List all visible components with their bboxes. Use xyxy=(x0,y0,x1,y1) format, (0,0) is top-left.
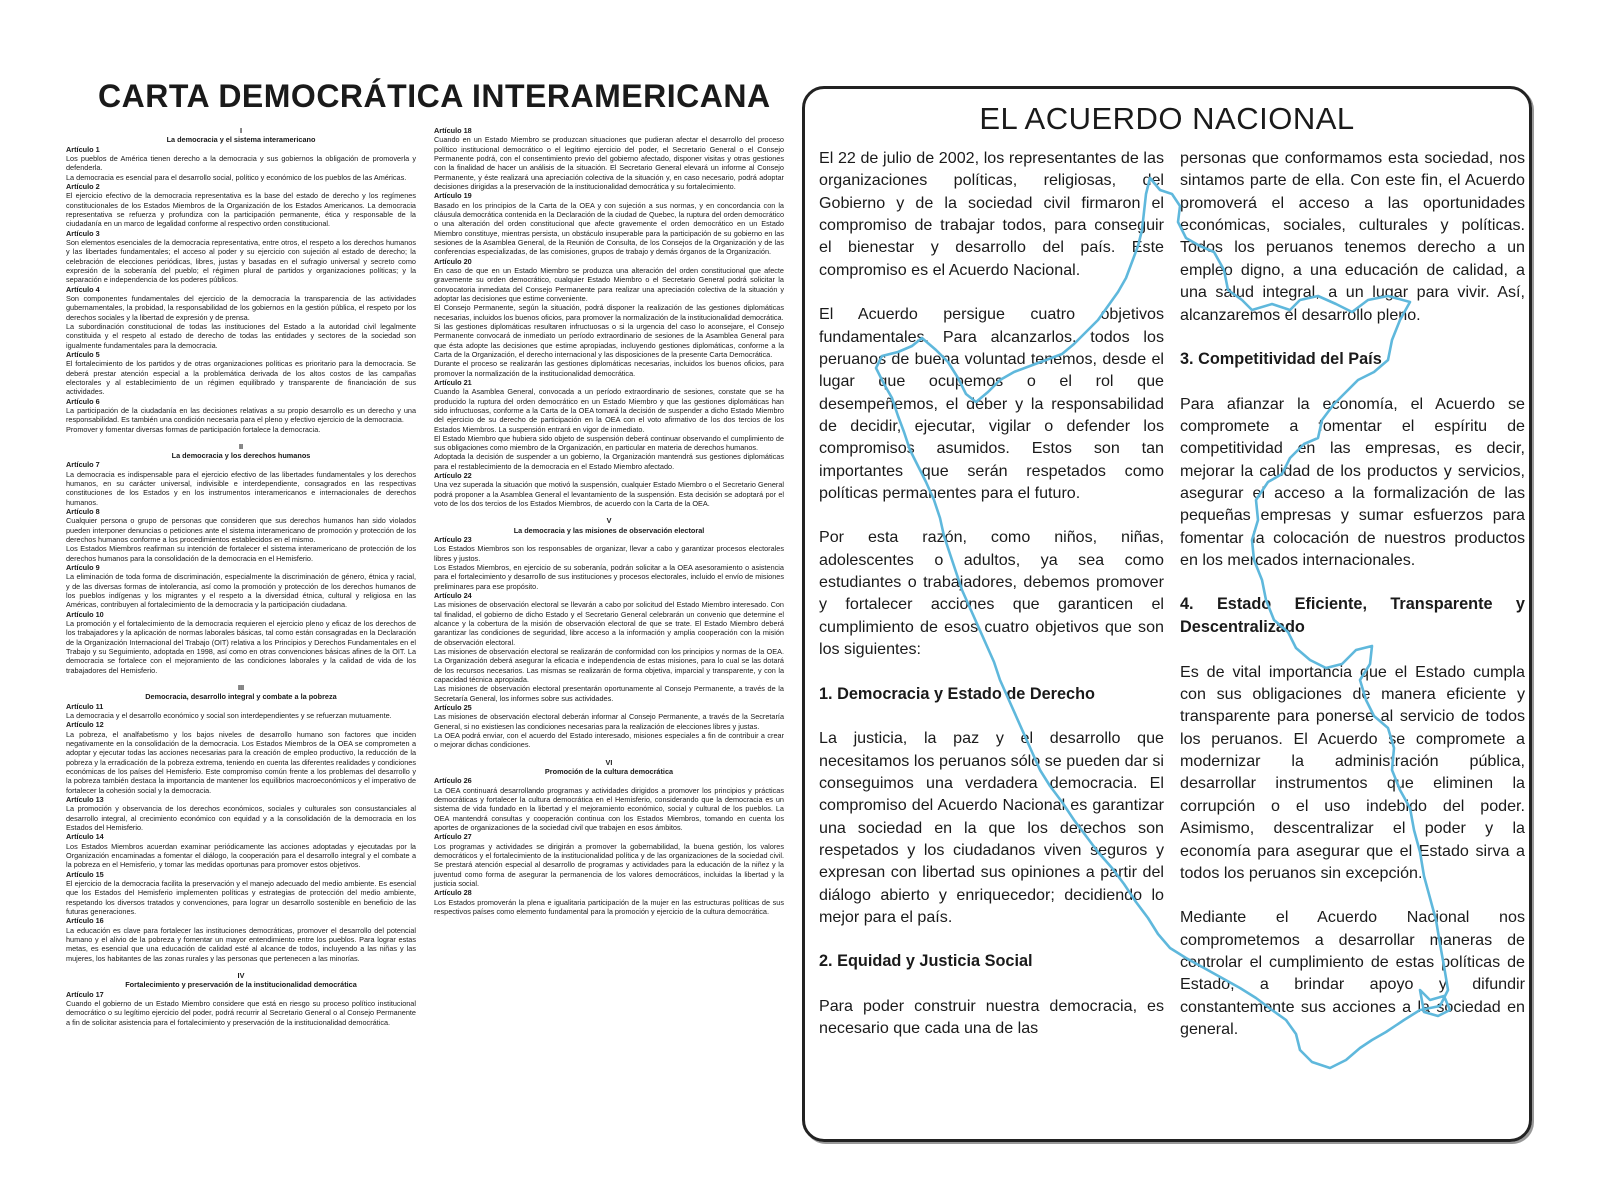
body-paragraph: El Acuerdo persigue cuatro objetivos fundamentales. Para alcanzarlos, todos los peruanos de buena voluntad tenemos, desde el lugar que ocupemos o el rol que desempeñemos, el deber y la responsabilidad de decidir, ejecutar, vigilar o defender los compromisos asumidos. Estos son tan importantes que serán respetados como políticas permanentes para el futuro. xyxy=(819,305,1164,503)
article-paragraph: Si las gestiones diplomáticas resultaren infructuosas o si la urgencia del caso lo aconsejare, el Consejo Permanente convocará de inmediato un período extraordinario de sesiones de la Asamblea General para que ésta adopte las decisiones que estime apropiadas, incluyendo gestiones diplomáticas, conforme a la Carta de la Organización, el derecho internacional y las disposiciones de la presente Carta Democrática. xyxy=(434,321,784,359)
section-number: VI xyxy=(605,757,613,767)
body-paragraph: Por esta razón, como niños, niñas, adolescentes o adultos, ya sea como estudiantes o trabajadores, debemos promover y fortalecer acciones que garanticen el cumplimiento de esos cuatro objetivos que son los siguientes: xyxy=(819,528,1164,659)
section-title: La democracia y el sistema interamericano xyxy=(166,135,316,145)
charter-title: CARTA DEMOCRÁTICA INTERAMERICANA xyxy=(98,78,771,114)
section-number: II xyxy=(238,441,244,451)
article-heading: Artículo 11 xyxy=(66,701,104,711)
article-heading: Artículo 25 xyxy=(434,703,472,713)
article-paragraph: Los programas y actividades se dirigirán a promover la gobernabilidad, la buena gestión, los valores democráticos y el fortalecimiento de la institucionalidad política y de las organizaciones de la sociedad civil. Se prestará atención especial al desarrollo de programas y actividades para la educación de la niñez y la juventud como forma de asegurar la permanencia de los valores democráticos, incluidas la libertad y la justicia social. xyxy=(434,841,784,888)
body-paragraph: La justicia, la paz y el desarrollo que necesitamos los peruanos sólo se pueden dar si conseguimos una verdadera democracia. El compromiso del Acuerdo Nacional es garantizar una sociedad en la que los derechos son respetados y los ciudadanos viven seguros y expresan con libertad sus opiniones a partir del diálogo abierto y enriquecedor; decidiendo lo mejor para el país. xyxy=(819,729,1164,927)
article-heading: Artículo 6 xyxy=(66,396,100,406)
article-paragraph: Cuando el gobierno de un Estado Miembro considere que está en riesgo su proceso político institucional democrático o su legítimo ejercicio del poder, podrá recurrir al Secretario General o al Consejo Permanente a fin de solicitar asistencia para el fortalecimiento y preservación de la institucionalidad democrática. xyxy=(66,998,416,1027)
article-heading: Artículo 26 xyxy=(434,776,472,786)
objective-heading: 4. Estado Eficiente, Transparente y Descentralizado xyxy=(1180,595,1525,637)
article-paragraph: La pobreza, el analfabetismo y los bajos niveles de desarrollo humano son factores que inciden negativamente en la consolidación de la democracia. Los Estados Miembros de la OEA se comprometen a adoptar y ejecutar todas las acciones necesarias para la creación de empleo productivo, la reducción de la pobreza y la erradicación de la pobreza extrema, teniendo en cuenta las diferentes realidades y condiciones económicas de los países del Hemisferio. Este compromiso común frente a los problemas del desarrollo y la pobreza también destaca la importancia de mantener los equilibrios macroeconómicos y el imperativo de fortalecer la cohesión social y la democracia. xyxy=(66,729,416,795)
article-paragraph: Cuando en un Estado Miembro se produzcan situaciones que pudieran afectar el desarrollo del proceso político institucional democrático o el legítimo ejercicio del poder, el Secretario General o el Consejo Permanente podrá, con el consentimiento previo del gobierno afectado, disponer visitas y otras gestiones con la finalidad de hacer un análisis de la situación. El Secretario General elevará un informe al Consejo Permanente, y éste realizará una apreciación colectiva de la situación y, en caso necesario, podrá adoptar decisiones dirigidas a la preservación de la institucionalidad democrática y su fortalecimiento. xyxy=(434,135,784,191)
body-paragraph: Es de vital importancia que el Estado cumpla con sus obligaciones de manera eficiente y transparente para ponerse al servicio de todos los peruanos. El Acuerdo se compromete a modernizar la administración pública, desarrollar instrumentos que eliminen la corrupción o el uso indebido del poder. Asimismo, descentralizar el poder y la economía para asegurar que el Estado sirva a todos los peruanos sin excepción. xyxy=(1180,662,1525,882)
article-paragraph: Los Estados Miembros acuerdan examinar periódicamente las acciones adoptadas y ejecutadas por la Organización encaminadas a fomentar el diálogo, la cooperación para el desarrollo integral y el combate a la pobreza en el Hemisferio, y tomar las medidas oportunas para promover estos objetivos. xyxy=(66,841,416,870)
article-heading: Artículo 21 xyxy=(434,377,472,387)
article-paragraph: Las misiones de observación electoral deberán informar al Consejo Permanente, a través de la Secretaría General, si no existiesen las condiciones necesarias para la realización de elecciones libres y justas. xyxy=(434,712,784,731)
article-paragraph: Adoptada la decisión de suspender a un gobierno, la Organización mantendrá sus gestiones diplomáticas para el restablecimiento de la democracia en el Estado Miembro afectado. xyxy=(434,452,784,471)
article-paragraph: El ejercicio de la democracia facilita la preservación y el manejo adecuado del medio ambiente. Es esencial que los Estados del Hemisferio implementen políticas y estrategias de protección del medio ambiente, respetando los diversos tratados y convenciones, para lograr un desarrollo sostenible en beneficio de las futuras generaciones. xyxy=(66,878,416,916)
article-paragraph: Basado en los principios de la Carta de la OEA y con sujeción a sus normas, y en concordancia con la cláusula democrática contenida en la Declaración de la ciudad de Quebec, la ruptura del orden democrático o una alteración del orden constitucional que afecte gravemente el orden democrático en un Estado Miembro constituye, mientras persista, un obstáculo insuperable para la participación de su gobierno en las sesiones de la Asamblea General, de la Reunión de Consulta, de los Consejos de la Organización y de las conferencias especializadas, de las comisiones, grupos de trabajo y demás órganos de la Organización. xyxy=(434,200,784,257)
article-heading: Artículo 27 xyxy=(434,832,472,842)
article-paragraph: Durante el proceso se realizarán las gestiones diplomáticas necesarias, incluidos los buenos oficios, para promover la normalización de la institucionalidad democrática. xyxy=(434,359,784,378)
article-paragraph: El ejercicio efectivo de la democracia representativa es la base del estado de derecho y los regímenes constitucionales de los Estados Miembros de la Organización de los Estados Americanos. La democracia representativa se refuerza y profundiza con la participación permanente, ética y responsable de la ciudadanía en un marco de legalidad conforme al respectivo orden constitucional. xyxy=(66,191,416,229)
article-heading: Artículo 23 xyxy=(434,535,472,545)
acuerdo-column-1 xyxy=(819,147,1164,1062)
article-heading: Artículo 17 xyxy=(66,989,104,999)
article-heading: Artículo 15 xyxy=(66,869,104,879)
article-paragraph: Los pueblos de América tienen derecho a la democracia y sus gobiernos la obligación de promoverla y defenderla. xyxy=(66,153,416,173)
article-paragraph: Los Estados Miembros reafirman su intención de fortalecer el sistema interamericano de protección de los derechos humanos para la consolidación de la democracia en el Hemisferio. xyxy=(66,544,416,563)
objective-heading: 2. Equidad y Justicia Social xyxy=(819,952,1033,971)
article-heading: Artículo 4 xyxy=(66,284,100,294)
article-paragraph: El fortalecimiento de los partidos y de otras organizaciones políticas es prioritario para la democracia. Se deberá prestar atención especial a la problemática derivada de los altos costos de las campañas electorales y al establecimiento de un régimen equilibrado y transparente de financiación de sus actividades. xyxy=(66,359,416,397)
article-paragraph: La eliminación de toda forma de discriminación, especialmente la discriminación de género, étnica y racial, y de las diversas formas de intolerancia, así como la promoción y protección de los derechos humanos de los pueblos indígenas y los migrantes y el respeto a la diversidad étnica, cultural y religiosa en las Américas, contribuyen al fortalecimiento de la democracia y la participación ciudadana. xyxy=(66,572,416,610)
article-paragraph: La participación de la ciudadanía en las decisiones relativas a su propio desarrollo es un derecho y una responsabilidad. Es también una condición necesaria para el pleno y efectivo ejercicio de la democracia. xyxy=(66,405,416,425)
article-paragraph: La democracia es indispensable para el ejercicio efectivo de las libertades fundamentales y los derechos humanos, en su carácter universal, indivisible e interdependiente, consagrados en las respectivas constituciones de los Estados y en los instrumentos interamericanos e internacionales de derechos humanos. xyxy=(66,469,416,507)
acuerdo-title: EL ACUERDO NACIONAL xyxy=(979,101,1355,136)
article-paragraph: Son componentes fundamentales del ejercicio de la democracia la transparencia de las actividades gubernamentales, la probidad, la responsabilidad de los gobiernos en la gestión pública, el respeto por los derechos sociales y la libertad de expresión y de prensa. xyxy=(66,293,416,322)
article-paragraph: Las misiones de observación electoral presentarán oportunamente al Consejo Permanente, a través de la Secretaría General, los informes sobre sus actividades. xyxy=(434,684,784,703)
article-heading: Artículo 24 xyxy=(434,591,472,601)
article-heading: Artículo 14 xyxy=(66,832,104,842)
article-paragraph: Cuando la Asamblea General, convocada a un período extraordinario de sesiones, constate que se ha producido la ruptura del orden democrático en un Estado Miembro y que las gestiones diplomáticas han sido infructuosas, conforme a la Carta de la OEA tomará la decisión de suspender a dicho Estado Miembro del ejercicio de su derecho de participación en la OEA con el voto afirmativo de los dos tercios de los Estados Miembros. La suspensión entrará en vigor de inmediato. xyxy=(434,387,784,434)
article-paragraph: El Consejo Permanente, según la situación, podrá disponer la realización de las gestiones diplomáticas necesarias, incluidos los buenos oficios, para promover la normalización de la institucionalidad democrática. xyxy=(434,303,784,322)
article-paragraph: Son elementos esenciales de la democracia representativa, entre otros, el respeto a los derechos humanos y las libertades fundamentales; el acceso al poder y su ejercicio con sujeción al estado de derecho; la celebración de elecciones periódicas, libres, justas y basadas en el sufragio universal y secreto como expresión de la soberanía del pueblo; el régimen plural de partidos y organizaciones políticas; y la separación e independencia de los poderes públicos. xyxy=(66,237,416,285)
section-title: Democracia, desarrollo integral y combate a la pobreza xyxy=(145,692,337,702)
article-paragraph: El Estado Miembro que hubiera sido objeto de suspensión deberá continuar observando el cumplimiento de sus obligaciones como miembro de la Organización, en particular en materia de derechos humanos. xyxy=(434,433,784,453)
article-paragraph: La educación es clave para fortalecer las instituciones democráticas, promover el desarrollo del potencial humano y el alivio de la pobreza y fomentar un mayor entendimiento entre los pueblos. Para lograr estas metas, es esencial que una educación de calidad esté al alcance de todos, incluyendo a las niñas y las mujeres, los habitantes de las zonas rurales y las personas que pertenecen a las minorías. xyxy=(66,925,416,963)
article-heading: Artículo 20 xyxy=(434,256,472,266)
body-paragraph: personas que conformamos esta sociedad, nos sintamos parte de ella. Con este fin, el Acuerdo promoverá el acceso a las oportunidades económicas, sociales, culturales y políticas. Todos los peruanos tenemos derecho a un empleo digno, a una educación de calidad, a una salud integral, a un lugar para vivir. Así, alcanzaremos el desarrollo pleno. xyxy=(1180,149,1525,324)
article-heading: Artículo 28 xyxy=(434,888,472,898)
section-title: La democracia y los derechos humanos xyxy=(171,451,311,461)
acuerdo-column-2 xyxy=(1180,147,1525,1062)
article-paragraph: Los Estados Miembros son los responsables de organizar, llevar a cabo y garantizar procesos electorales libres y justos. xyxy=(434,544,784,563)
section-title: Promoción de la cultura democrática xyxy=(544,766,674,776)
article-paragraph: Las misiones de observación electoral se realizarán de conformidad con los principios y normas de la OEA. La Organización deberá asegurar la eficacia e independencia de estas misiones, para lo cual se las dotará de los recursos necesarios. Las mismas se realizarán de forma objetiva, imparcial y transparente, y con la capacidad técnica apropiada. xyxy=(434,647,784,685)
article-paragraph: La subordinación constitucional de todas las instituciones del Estado a la autoridad civil legalmente constituida y el respeto al estado de derecho de todas las entidades y sectores de la sociedad son igualmente fundamentales para la democracia. xyxy=(66,321,416,350)
article-heading: Artículo 5 xyxy=(66,349,100,359)
article-paragraph: Promover y fomentar diversas formas de participación fortalece la democracia. xyxy=(66,424,321,434)
objective-heading: 3. Competitividad del País xyxy=(1180,349,1382,368)
section-number: III xyxy=(237,683,245,693)
article-paragraph: La promoción y el fortalecimiento de la democracia requieren el ejercicio pleno y eficaz de los derechos de los trabajadores y la aplicación de normas laborales básicas, tal como están consagradas en la Declaración de la Organización Internacional del Trabajo (OIT) relativa a los Principios y Derechos Fundamentales en el Trabajo y su Seguimiento, adoptada en 1998, así como en otras convenciones básicas afines de la OIT. La democracia se fortalece con el mejoramiento de las condiciones laborales y la calidad de vida de los trabajadores del Hemisferio. xyxy=(66,619,416,675)
article-heading: Artículo 12 xyxy=(66,720,104,730)
section-title: Fortalecimiento y preservación de la institucionalidad democrática xyxy=(125,980,357,990)
article-heading: Artículo 19 xyxy=(434,191,472,201)
article-heading: Artículo 16 xyxy=(66,916,104,926)
article-paragraph: Los Estados Miembros, en ejercicio de su soberanía, podrán solicitar a la OEA asesoramiento o asistencia para el fortalecimiento y desarrollo de sus instituciones y procesos electorales, incluido el envío de misiones preliminares para ese propósito. xyxy=(434,563,784,591)
article-heading: Artículo 18 xyxy=(434,126,472,135)
article-paragraph: La promoción y observancia de los derechos económicos, sociales y culturales son consustanciales al desarrollo integral, al crecimiento económico con equidad y a la consolidación de la democracia en los Estados del Hemisferio. xyxy=(66,804,416,832)
article-heading: Artículo 3 xyxy=(66,228,100,238)
article-heading: Artículo 7 xyxy=(66,460,100,470)
section-number: V xyxy=(606,516,612,526)
charter-column-2 xyxy=(434,126,784,916)
objective-heading: 1. Democracia y Estado de Derecho xyxy=(819,684,1095,703)
article-heading: Artículo 10 xyxy=(66,609,104,619)
body-paragraph: El 22 de julio de 2002, los representantes de las organizaciones políticas, religiosas, del Gobierno y de la sociedad civil firmaron el compromiso de trabajar todos, para conseguir el bienestar y desarrollo del país. Este compromiso es el Acuerdo Nacional. xyxy=(819,149,1164,279)
article-paragraph: Los Estados promoverán la plena e igualitaria participación de la mujer en las estructuras políticas de sus respectivos países como elemento fundamental para la promoción y ejercicio de la cultura democrática. xyxy=(434,897,784,916)
body-paragraph: Para poder construir nuestra democracia, es necesario que cada una de las xyxy=(819,997,1164,1038)
article-heading: Artículo 2 xyxy=(66,181,100,191)
article-paragraph: Cualquier persona o grupo de personas que consideren que sus derechos humanos han sido violados pueden interponer denuncias o peticiones ante el sistema interamericano de promoción y protección de los derechos humanos conforme a los procedimientos establecidos en el mismo. xyxy=(66,516,416,545)
section-number: IV xyxy=(237,970,245,980)
body-paragraph: Para afianzar la economía, el Acuerdo se compromete a fomentar el espíritu de competitividad en las empresas, es decir, mejorar la calidad de los productos y servicios, asegurar el acceso a la formalización de las pequeñas empresas y sumar esfuerzos para fomentar la colocación de nuestros productos en los mercados internacionales. xyxy=(1180,394,1525,570)
article-paragraph: La democracia y el desarrollo económico y social son interdependientes y se refuerzan mutuamente. xyxy=(66,711,392,721)
article-heading: Artículo 13 xyxy=(66,794,104,804)
article-heading: Artículo 1 xyxy=(66,144,100,154)
article-heading: Artículo 22 xyxy=(434,471,472,481)
section-title: La democracia y las misiones de observación electoral xyxy=(513,525,705,535)
article-paragraph: Una vez superada la situación que motivó la suspensión, cualquier Estado Miembro o el Secretario General podrá proponer a la Asamblea General el levantamiento de la suspensión. Esta decisión se adoptará por el voto de los dos tercios de los Estados Miembros, de acuerdo con la Carta de la OEA. xyxy=(434,480,784,509)
section-number: I xyxy=(239,126,243,135)
article-paragraph: La democracia es esencial para el desarrollo social, político y económico de los pueblos de las Américas. xyxy=(66,172,407,182)
article-heading: Artículo 8 xyxy=(66,507,100,517)
charter-column-1 xyxy=(66,126,416,1027)
article-paragraph: La OEA podrá enviar, con el acuerdo del Estado interesado, misiones especiales a fin de contribuir a crear o mejorar dichas condiciones. xyxy=(434,731,784,750)
body-paragraph: Mediante el Acuerdo Nacional nos comprometemos a desarrollar maneras de controlar el cumplimiento de estas políticas de Estado, a brindar apoyo y difundir constantemente sus acciones a la sociedad en general. xyxy=(1180,908,1525,1039)
acuerdo-nacional-box xyxy=(802,86,1532,1142)
article-paragraph: Las misiones de observación electoral se llevarán a cabo por solicitud del Estado Miembro interesado. Con tal finalidad, el gobierno de dicho Estado y el Secretario General celebrarán un convenio que determine el alcance y la cobertura de la misión de observación electoral de que se trate. El Estado Miembro deberá garantizar las condiciones de seguridad, libre acceso a la información y amplia cooperación con la misión de observación electoral. xyxy=(434,600,784,647)
article-paragraph: La OEA continuará desarrollando programas y actividades dirigidos a promover los principios y prácticas democráticas y fortalecer la cultura democrática en el Hemisferio, considerando que la democracia es un sistema de vida fundado en la libertad y el mejoramiento económico, social y cultural de los pueblos. La OEA mantendrá consultas y cooperación continua con los Estados Miembros, tomando en cuenta los aportes de organizaciones de la sociedad civil que trabajen en esos ámbitos. xyxy=(434,785,784,832)
article-heading: Artículo 9 xyxy=(66,563,100,573)
article-paragraph: En caso de que en un Estado Miembro se produzca una alteración del orden constitucional que afecte gravemente su orden democrático, cualquier Estado Miembro o el Secretario General podrá solicitar la convocatoria inmediata del Consejo Permanente para realizar una apreciación colectiva de la situación y adoptar las decisiones que estime conveniente. xyxy=(434,265,784,303)
